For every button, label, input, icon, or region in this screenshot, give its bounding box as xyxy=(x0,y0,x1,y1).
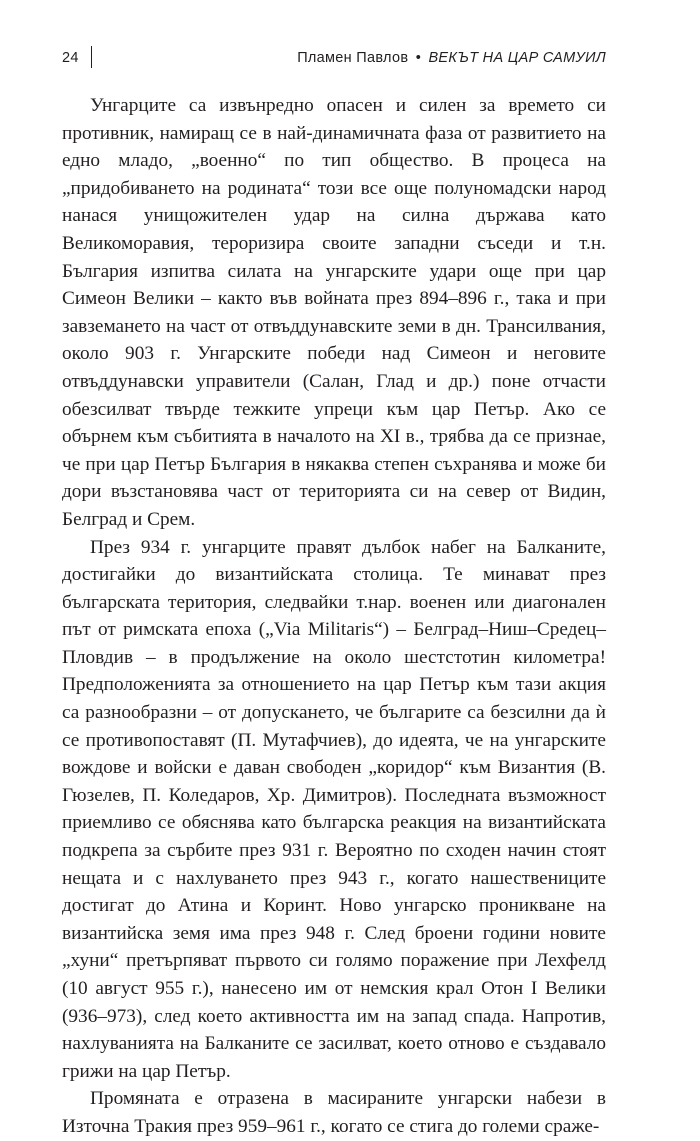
header-author: Пламен Павлов xyxy=(297,50,409,66)
paragraph-2: През 934 г. унгарците правят дълбок набег на Балканите, достигайки до византийската столица. Те минават през българската територия, следвайки т.нар. военен или диагонален път от римската епоха („Via Militaris“) – Белград–Ниш–Средец–Пловдив – в продължение на около шестстотин километра! Предположенията за отношението на цар Петър към тази акция са разнообразни – от допускането, че българите са безсилни да ѝ се противопоставят (П. Мутафчиев), до идеята, че на унгарските вождове и войски е даван свободен „коридор“ към Византия (В. Гюзелев, П. Коледаров, Хр. Димитров). Последната възможност приемливо се обяснява като българска реакция на византийската подкрепа за сърбите през 931 г. Вероятно по сходен начин стоят нещата и с нахлуването през 943 г., когато нашествениците достигат до Атина и Коринт. Ново унгарско проникване на византийска земя има през 948 г. След броени години новите „хуни“ претърпяват първото си голямо поражение при Лехфелд (10 август 955 г.), нанесено им от немския крал Отон I Велики (936–973), след което активността им на запад спада. Напротив, нахлуванията на Балканите се засилват, което отново е създавало грижи на цар Петър. xyxy=(62,536,606,1082)
header-book-title: ВЕКЪТ НА ЦАР САМУИЛ xyxy=(428,50,606,66)
header-title-group xyxy=(297,50,606,66)
header-divider xyxy=(91,46,92,68)
page-number: 24 xyxy=(62,50,79,66)
running-header xyxy=(62,44,606,72)
paragraph-3: Промяната е отразена в масираните унгарски набези в Източна Тракия през 959–961 г., когато се стига до големи сраже- xyxy=(62,1088,606,1137)
paragraph-1: Унгарците са извънредно опасен и силен за времето си противник, намиращ се в най-динамичната фаза от развитието на едно младо, „военно“ по тип общество. В процеса на „придобиването на родината“ този все още полуномадски народ нанася унищожителен удар на силна държава като Великоморавия, тероризира своите западни съседи и т.н. България изпитва силата на унгарските удари още при цар Симеон Велики – както във войната през 894–896 г., така и при завземането на част от отвъддунавските земи в дн. Трансилвания, около 903 г. Унгарските победи над Симеон и неговите отвъддунавски управители (Салан, Глад и др.) поне отчасти обезсилват твърде тежките упреци към цар Петър. Ако се обърнем към събитията в началото на XI в., трябва да се признае, че при цар Петър България в някаква степен съхранява и може би дори възстановява част от територията си на север от Видин, Белград и Срем. xyxy=(62,95,606,530)
body-text xyxy=(62,92,606,1141)
bullet-separator-icon: • xyxy=(415,50,422,66)
